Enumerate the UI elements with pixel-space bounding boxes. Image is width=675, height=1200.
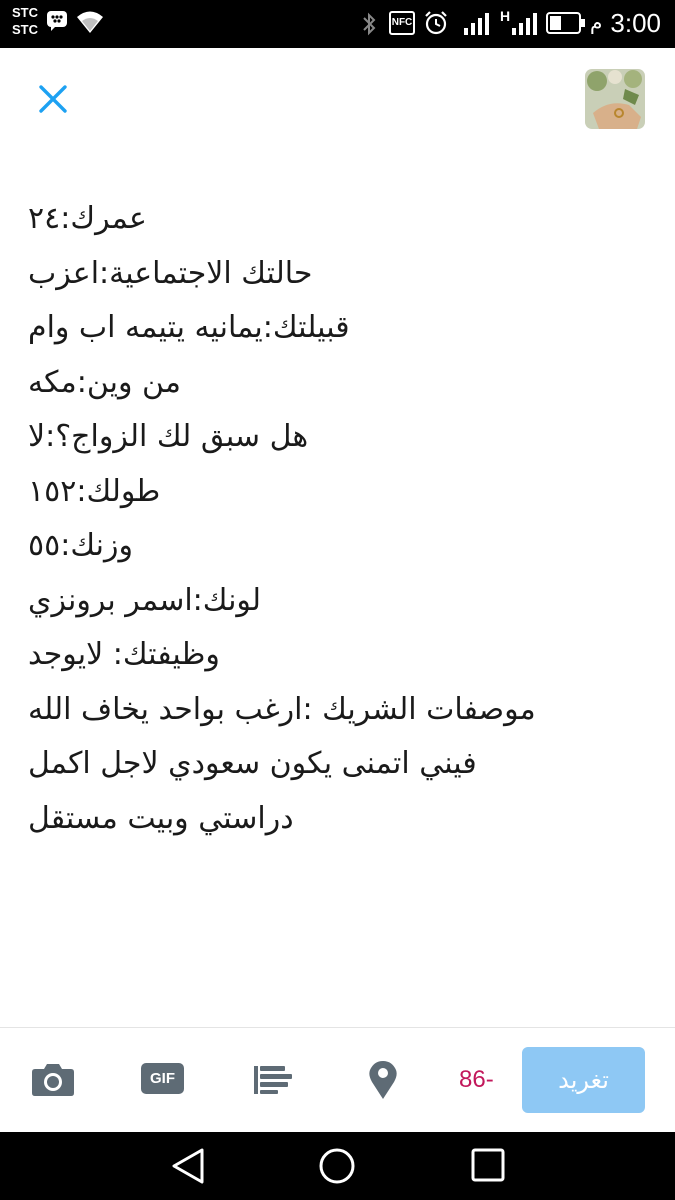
- time-period: م: [590, 10, 603, 34]
- tweet-compose-text[interactable]: [28, 192, 648, 846]
- gif-button[interactable]: [141, 1063, 184, 1094]
- bluetooth-icon: [360, 12, 378, 36]
- battery-icon: [546, 12, 586, 34]
- network-type-icon: [500, 8, 510, 24]
- tweet-line: وزنك:٥٥: [28, 528, 133, 563]
- location-icon[interactable]: [368, 1060, 398, 1100]
- camera-icon[interactable]: [31, 1061, 75, 1097]
- tweet-line: عمرك:٢٤: [28, 201, 147, 236]
- tweet-button-label: تغريد: [558, 1066, 609, 1094]
- carrier-2: STC: [12, 22, 38, 37]
- navigation-bar: [0, 1132, 675, 1200]
- tweet-line: فيني اتمنى يكون سعودي لاجل اكمل: [28, 746, 477, 781]
- poll-icon[interactable]: [253, 1064, 293, 1096]
- close-icon[interactable]: [34, 80, 72, 118]
- signal-icon-2: [510, 12, 540, 36]
- tweet-button[interactable]: [522, 1047, 645, 1113]
- gif-label: GIF: [150, 1070, 175, 1087]
- carrier-1: STC: [12, 5, 38, 20]
- tweet-line: دراستي وبيت مستقل: [28, 800, 294, 836]
- nfc-icon: [389, 11, 415, 35]
- wifi-icon: [76, 9, 104, 35]
- tweet-line: طولك:١٥٢: [28, 473, 161, 509]
- tweet-line: حالتك الاجتماعية:اعزب: [28, 255, 313, 291]
- avatar[interactable]: [585, 69, 645, 129]
- network-label: H: [500, 8, 511, 24]
- avatar-image: [585, 69, 645, 129]
- home-icon[interactable]: [318, 1147, 356, 1185]
- tweet-line: موصفات الشريك :ارغب بواحد يخاف الله: [28, 691, 536, 727]
- chat-notification-icon: [46, 10, 68, 32]
- alarm-icon: [424, 11, 448, 35]
- toolbar-divider: [0, 1027, 675, 1028]
- tweet-line: هل سبق لك الزواج؟:لا: [28, 419, 309, 454]
- status-bar: [0, 0, 675, 48]
- back-icon[interactable]: [170, 1147, 206, 1185]
- tweet-line: قبيلتك:يمانيه يتيمه اب وام: [28, 310, 350, 345]
- character-count: 86-: [459, 1066, 494, 1093]
- recents-icon[interactable]: [470, 1147, 506, 1183]
- carrier-labels: [12, 4, 38, 38]
- tweet-line: لونك:اسمر برونزي: [28, 582, 262, 618]
- tweet-line: وظيفتك: لايوجد: [28, 637, 220, 672]
- clock: 3:00: [610, 8, 661, 38]
- nfc-label: NFC: [391, 17, 413, 28]
- tweet-line: من وين:مكه: [28, 364, 181, 400]
- signal-icon: [462, 12, 492, 36]
